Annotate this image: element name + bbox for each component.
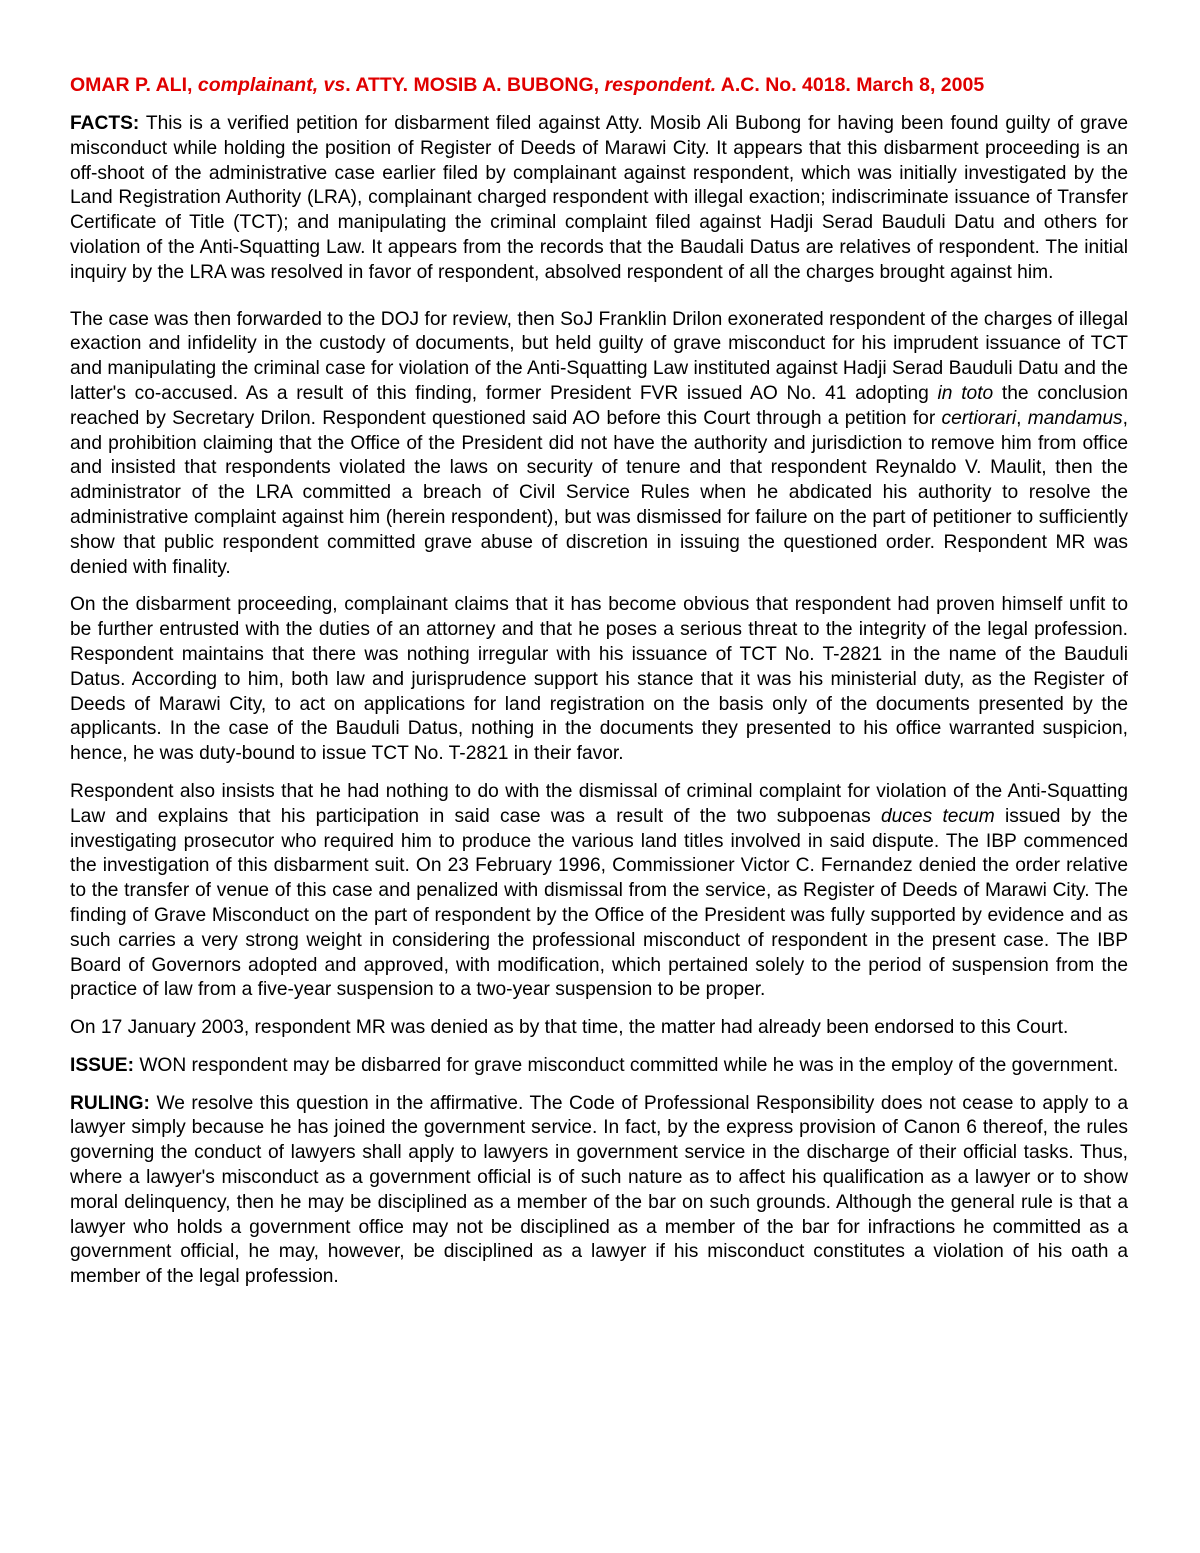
facts-text: This is a verified petition for disbarment filed against Atty. Mosib Ali Bubong for having been found guilty of grave misconduct while holding the position of Register of Deeds of Marawi City. It appears that this disbarment proceeding is an off-shoot of the administrative case earlier filed by complainant against respondent, which was initially investigated by the Land Registration Authority (LRA), complainant charged respondent with illegal exaction; indiscriminate issuance of Transfer Certificate of Title (TCT); and manipulating the criminal complaint filed against Hadji Serad Bauduli Datu and others for violation of the Anti-Squatting Law. It appears from the records that the Baudali Datus are relatives of respondent. The initial inquiry by the LRA was resolved in favor of respondent, absolved respondent of all the charges brought against him.: [70, 113, 1128, 283]
doj-italic-mandamus: mandamus: [1027, 407, 1123, 429]
insists-italic-duces-tecum: duces tecum: [880, 805, 995, 827]
respondent-insists-paragraph: [70, 780, 1128, 1003]
insists-text-1: Respondent also insists that he had nothing to do with the dismissal of criminal complaint for violation of the Anti-Squatting Law and explains that his participation in said case was a result of the two subpoenas: [70, 780, 1128, 827]
doj-review-paragraph: [70, 308, 1128, 581]
case-title: [70, 72, 1128, 98]
doj-text-2: the conclusion reached by Secretary Drilon. Respondent questioned said AO before this Court through a petition for: [70, 382, 1128, 429]
doj-text-1: The case was then forwarded to the DOJ for review, then SoJ Franklin Drilon exonerated respondent of the charges of illegal exaction and infidelity in the custody of documents, but held guilty of grave misconduct for his imprudent issuance of TCT and manipulating the criminal case for violation of the Anti-Squatting Law instituted against Hadji Serad Bauduli Datu and the latter's co-accused. As a result of this finding, former President FVR issued AO No. 41 adopting: [70, 308, 1128, 404]
insists-text-2: issued by the investigating prosecutor who required him to produce the various land titles involved in said dispute. The IBP commenced the investigation of this disbarment suit. On 23 February 1996, Commissioner Victor C. Fernandez denied the order relative to the transfer of venue of this case and penalized with dismissal from the service, as Register of Deeds of Marawi City. The finding of Grave Misconduct on the part of respondent by the Office of the President was fully supported by evidence and as such carries a very strong weight in considering the professional misconduct of respondent in the present case. The IBP Board of Governors adopted and approved, with modification, which pertained solely to the period of suspension from the practice of law from a five-year suspension to a two-year suspension to be proper.: [70, 805, 1128, 1001]
title-case-number-date: A.C. No. 4018. March 8, 2005: [716, 74, 985, 96]
ruling-paragraph: [70, 1092, 1128, 1290]
doj-italic-in-toto: in toto: [937, 382, 994, 404]
issue-text: WON respondent may be disbarred for grave misconduct committed while he was in the employ of the government.: [133, 1054, 1119, 1076]
doj-text-3: ,: [1016, 407, 1028, 429]
disbarment-proceeding-paragraph: On the disbarment proceeding, complainant claims that it has become obvious that respondent had proven himself unfit to be further entrusted with the duties of an attorney and that he poses a serious threat to the integrity of the legal profession. Respondent maintains that there was nothing irregular with his issuance of TCT No. T-2821 in the name of the Bauduli Datus. According to him, both law and jurisprudence support his stance that it was his ministerial duty, as the Register of Deeds of Marawi City, to act on applications for land registration on the basis only of the documents presented by the applicants. In the case of the Bauduli Datus, nothing in the documents they presented to his office warranted suspicion, hence, he was duty-bound to issue TCT No. T-2821 in their favor.: [70, 594, 1128, 765]
issue-label: ISSUE:: [70, 1054, 134, 1076]
doj-italic-certiorari: certiorari: [941, 407, 1017, 429]
ruling-label: RULING:: [70, 1092, 150, 1114]
facts-label: FACTS:: [70, 113, 140, 134]
title-respondent-name: . ATTY. MOSIB A. BUBONG,: [345, 74, 605, 96]
issue-paragraph: [70, 1054, 1128, 1079]
mr-denied-paragraph: On 17 January 2003, respondent MR was denied as by that time, the matter had already been endorsed to this Court.: [70, 1017, 1069, 1039]
ruling-text: We resolve this question in the affirmative. The Code of Professional Responsibility does not cease to apply to a lawyer simply because he has joined the government service. In fact, by the express provision of Canon 6 thereof, the rules governing the conduct of lawyers shall apply to lawyers in government service in the discharge of their official tasks. Thus, where a lawyer's misconduct as a government official is of such nature as to affect his qualification as a lawyer or to show moral delinquency, then he may be disciplined as a member of the bar on such grounds. Although the general rule is that a lawyer who holds a government office may not be disciplined as a member of the bar for infractions he committed as a government official, he may, however, be disciplined as a lawyer if his misconduct constitutes a violation of his oath a member of the legal profession.: [70, 1092, 1128, 1288]
title-complainant-name: OMAR P. ALI,: [70, 74, 198, 96]
facts-paragraph: [70, 112, 1128, 286]
document-page: [70, 72, 1128, 1290]
title-respondent-role: respondent.: [604, 74, 717, 96]
title-complainant-role: complainant, vs: [197, 74, 346, 96]
doj-text-4: , and prohibition claiming that the Office of the President did not have the authority and jurisdiction to remove him from office and insisted that respondents violated the laws on security of tenure and that respondent Reynaldo V. Maulit, then the administrator of the LRA committed a breach of Civil Service Rules when he abdicated his authority to resolve the administrative complaint against him (herein respondent), but was dismissed for failure on the part of petitioner to sufficiently show that public respondent committed grave abuse of discretion in issuing the questioned order. Respondent MR was denied with finality.: [70, 407, 1128, 578]
